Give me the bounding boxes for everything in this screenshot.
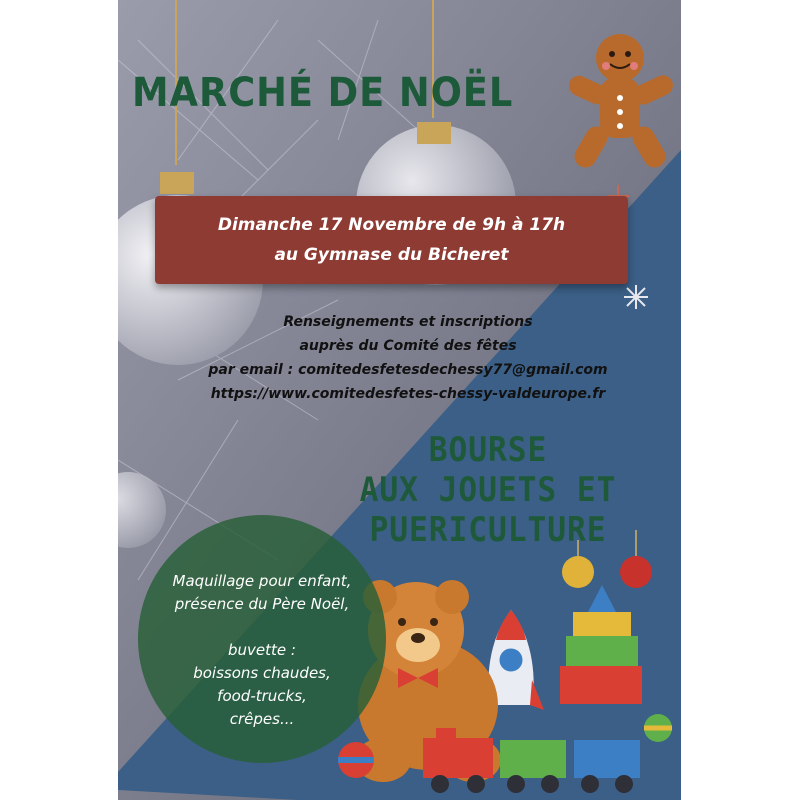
activity-line-6: crêpes... — [229, 710, 295, 728]
activity-line-1: Maquillage pour enfant, — [172, 572, 352, 590]
activity-line-2: présence du Père Noël, — [174, 595, 350, 613]
activity-line-4: boissons chaudes, — [193, 664, 331, 682]
activity-line-3: buvette : — [228, 641, 296, 659]
website-line: https://www.comitedesfetes-chessy-valdeurope.fr — [210, 386, 606, 402]
email-line: par email : comitedesfetesdechessy77@gmail.com — [208, 362, 608, 378]
info-line-2: auprès du Comité des fêtes — [299, 338, 517, 354]
date-banner — [155, 196, 628, 284]
date-line: Dimanche 17 Novembre de 9h à 17h — [217, 215, 566, 235]
snowflake-icon — [624, 285, 648, 309]
venue-line: au Gymnase du Bicheret — [274, 245, 509, 265]
bourse-heading — [332, 430, 645, 550]
poster-title: MARCHÉ DE NOËL — [132, 70, 514, 116]
poster — [118, 0, 681, 800]
spacer — [138, 616, 386, 639]
ornament-cap-right — [417, 122, 451, 144]
contact-info — [158, 310, 658, 406]
info-line-1: Renseignements et inscriptions — [283, 314, 533, 330]
bourse-line-3: PUERICULTURE — [369, 510, 607, 550]
activities-text — [138, 570, 386, 731]
activity-line-5: food-trucks, — [217, 687, 307, 705]
bourse-line-2: AUX JOUETS ET — [359, 470, 617, 510]
bourse-line-1: BOURSE — [428, 430, 548, 470]
ornament-cap-left — [160, 172, 194, 194]
